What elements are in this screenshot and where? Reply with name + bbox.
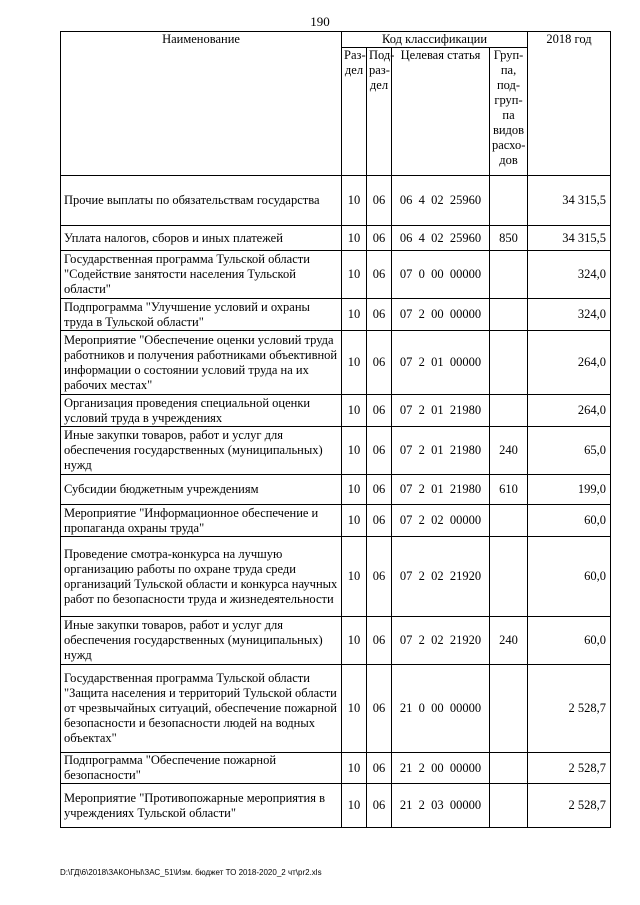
row-name: Прочие выплаты по обязательствам государства xyxy=(61,176,342,226)
row-subsection: 06 xyxy=(367,665,392,753)
row-group: 850 xyxy=(490,226,528,251)
row-subsection: 06 xyxy=(367,617,392,665)
row-name: Подпрограмма "Улучшение условий и охраны труда в Тульской области" xyxy=(61,299,342,331)
row-group: 610 xyxy=(490,475,528,505)
row-group xyxy=(490,505,528,537)
row-name: Субсидии бюджетным учреждениям xyxy=(61,475,342,505)
row-target: 21 2 00 00000 xyxy=(392,753,490,784)
row-sum: 264,0 xyxy=(528,395,611,427)
row-name: Проведение смотра-конкурса на лучшую организацию работы по охране труда среди организаций Тульской области и конкурса научных работ по безопасности труда и жизнедеятельности xyxy=(61,537,342,617)
row-sum: 2 528,7 xyxy=(528,665,611,753)
row-group xyxy=(490,665,528,753)
row-name: Мероприятие "Противопожарные мероприятия в учреждениях Тульской области" xyxy=(61,784,342,828)
row-sum: 65,0 xyxy=(528,427,611,475)
row-section: 10 xyxy=(342,331,367,395)
row-section: 10 xyxy=(342,395,367,427)
table-row xyxy=(61,331,611,395)
table-row xyxy=(61,505,611,537)
row-subsection: 06 xyxy=(367,226,392,251)
row-sum: 199,0 xyxy=(528,475,611,505)
row-name: Мероприятие "Информационное обеспечение и пропаганда охраны труда" xyxy=(61,505,342,537)
row-group: 240 xyxy=(490,427,528,475)
row-section: 10 xyxy=(342,753,367,784)
row-target: 07 2 02 00000 xyxy=(392,505,490,537)
row-subsection: 06 xyxy=(367,537,392,617)
table-row xyxy=(61,665,611,753)
row-subsection: 06 xyxy=(367,299,392,331)
table-row xyxy=(61,176,611,226)
row-name: Подпрограмма "Обеспечение пожарной безопасности" xyxy=(61,753,342,784)
row-target: 07 0 00 00000 xyxy=(392,251,490,299)
row-group xyxy=(490,784,528,828)
row-target: 07 2 02 21920 xyxy=(392,537,490,617)
row-section: 10 xyxy=(342,427,367,475)
row-subsection: 06 xyxy=(367,176,392,226)
table-row xyxy=(61,395,611,427)
row-sum: 60,0 xyxy=(528,505,611,537)
header-subsection: Под- раз- дел xyxy=(367,48,392,176)
row-group xyxy=(490,251,528,299)
row-name: Уплата налогов, сборов и иных платежей xyxy=(61,226,342,251)
row-target: 21 2 03 00000 xyxy=(392,784,490,828)
header-section: Раз- дел xyxy=(342,48,367,176)
row-sum: 34 315,5 xyxy=(528,176,611,226)
row-sum: 34 315,5 xyxy=(528,226,611,251)
table-row xyxy=(61,251,611,299)
row-target: 07 2 01 00000 xyxy=(392,331,490,395)
header-code: Код классификации xyxy=(342,32,528,48)
row-target: 21 0 00 00000 xyxy=(392,665,490,753)
row-group xyxy=(490,537,528,617)
row-subsection: 06 xyxy=(367,753,392,784)
row-section: 10 xyxy=(342,475,367,505)
row-subsection: 06 xyxy=(367,784,392,828)
table-row xyxy=(61,226,611,251)
row-subsection: 06 xyxy=(367,505,392,537)
row-section: 10 xyxy=(342,226,367,251)
row-section: 10 xyxy=(342,176,367,226)
row-name: Иные закупки товаров, работ и услуг для обеспечения государственных (муниципальных) нужд xyxy=(61,617,342,665)
row-group xyxy=(490,753,528,784)
row-name: Иные закупки товаров, работ и услуг для обеспечения государственных (муниципальных) нужд xyxy=(61,427,342,475)
budget-table xyxy=(60,31,611,828)
page-number: 190 xyxy=(310,14,330,29)
row-section: 10 xyxy=(342,537,367,617)
row-name: Государственная программа Тульской области "Защита населения и территорий Тульской области от чрезвычайных ситуаций, обеспечение пожарной безопасности и безопасности людей на водных объектах" xyxy=(61,665,342,753)
row-name: Государственная программа Тульской области "Содействие занятости населения Тульской области" xyxy=(61,251,342,299)
file-path-footer: D:\ГД\6\2018\ЗАКОНЫ\ЗАС_51\Изм. бюджет ТО 2018-2020_2 чт\pr2.xls xyxy=(60,868,322,877)
table-row xyxy=(61,753,611,784)
header-year: 2018 год xyxy=(528,32,611,176)
header-group: Груп- па, под- груп- па видов расхо- дов xyxy=(490,48,528,176)
header-target: Целевая статья xyxy=(392,48,490,176)
row-subsection: 06 xyxy=(367,251,392,299)
row-group xyxy=(490,331,528,395)
row-subsection: 06 xyxy=(367,331,392,395)
row-sum: 324,0 xyxy=(528,299,611,331)
row-group xyxy=(490,299,528,331)
row-sum: 2 528,7 xyxy=(528,784,611,828)
row-name: Организация проведения специальной оценки условий труда в учреждениях xyxy=(61,395,342,427)
row-subsection: 06 xyxy=(367,395,392,427)
row-target: 06 4 02 25960 xyxy=(392,226,490,251)
row-target: 07 2 00 00000 xyxy=(392,299,490,331)
row-section: 10 xyxy=(342,784,367,828)
row-sum: 264,0 xyxy=(528,331,611,395)
table-row xyxy=(61,537,611,617)
table-row xyxy=(61,784,611,828)
row-section: 10 xyxy=(342,299,367,331)
row-section: 10 xyxy=(342,251,367,299)
row-group: 240 xyxy=(490,617,528,665)
row-target: 07 2 02 21920 xyxy=(392,617,490,665)
row-name: Мероприятие "Обеспечение оценки условий труда работников и получения работниками объективной информации о состоянии условий труда на их рабочих местах" xyxy=(61,331,342,395)
row-target: 07 2 01 21980 xyxy=(392,475,490,505)
table-row xyxy=(61,617,611,665)
row-target: 07 2 01 21980 xyxy=(392,427,490,475)
row-group xyxy=(490,176,528,226)
row-target: 06 4 02 25960 xyxy=(392,176,490,226)
row-subsection: 06 xyxy=(367,475,392,505)
row-section: 10 xyxy=(342,665,367,753)
row-sum: 2 528,7 xyxy=(528,753,611,784)
row-target: 07 2 01 21980 xyxy=(392,395,490,427)
row-subsection: 06 xyxy=(367,427,392,475)
row-section: 10 xyxy=(342,617,367,665)
row-sum: 60,0 xyxy=(528,617,611,665)
row-section: 10 xyxy=(342,505,367,537)
header-name: Наименование xyxy=(61,32,342,176)
row-sum: 60,0 xyxy=(528,537,611,617)
table-row xyxy=(61,475,611,505)
row-sum: 324,0 xyxy=(528,251,611,299)
table-row xyxy=(61,299,611,331)
row-group xyxy=(490,395,528,427)
table-row xyxy=(61,427,611,475)
